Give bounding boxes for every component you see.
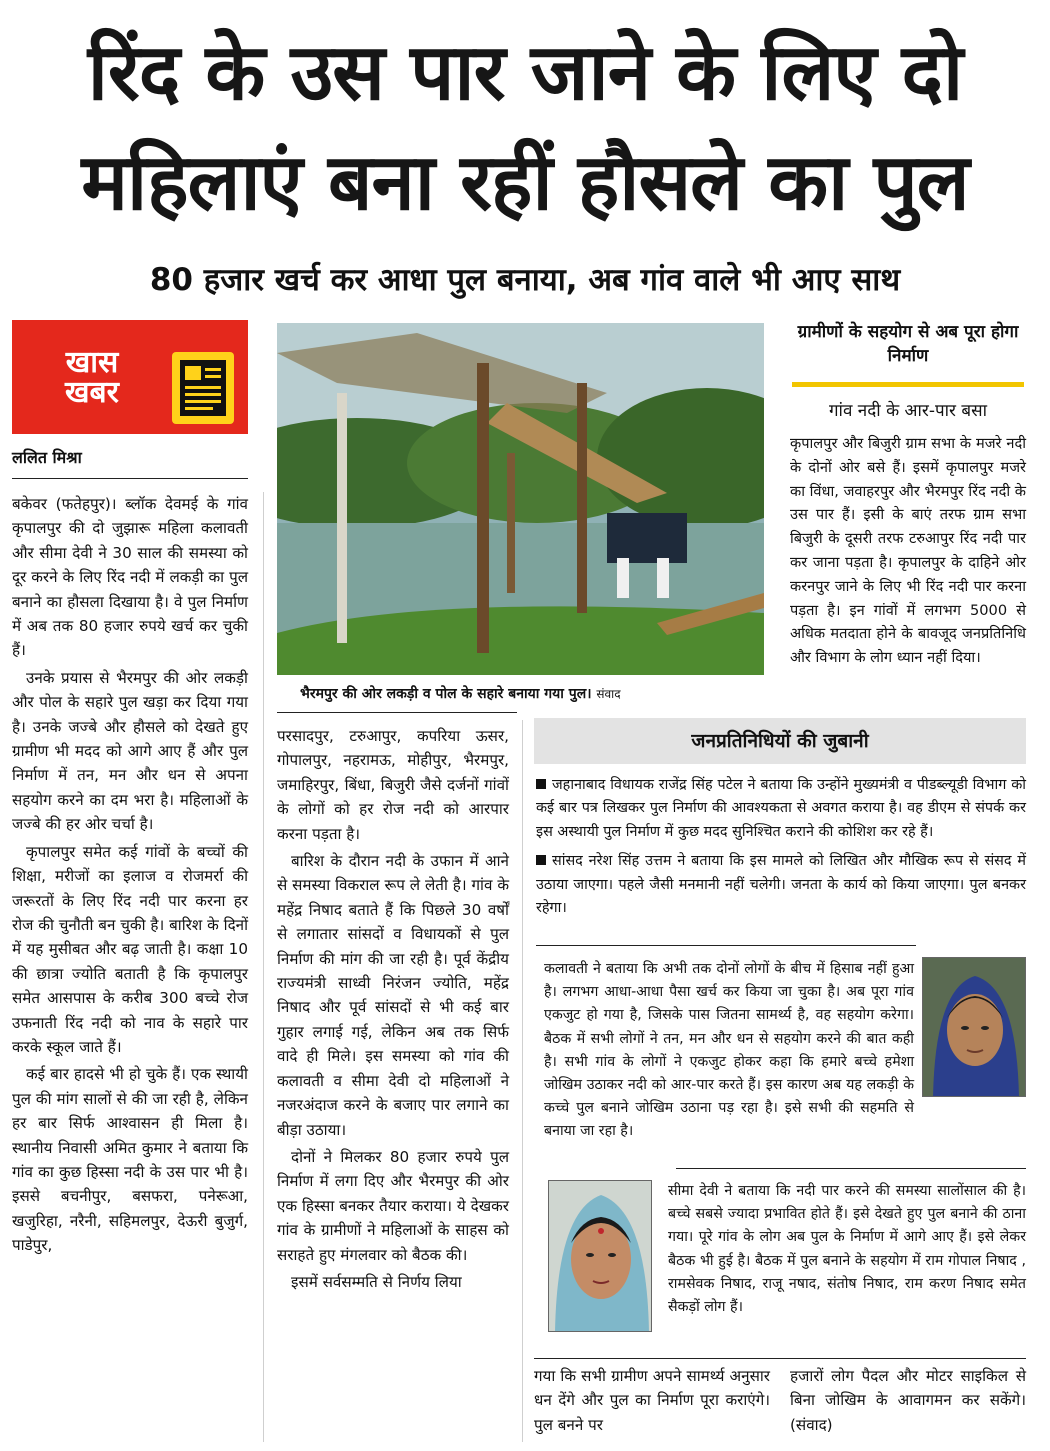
bullet-icon	[536, 855, 546, 865]
column-separator	[522, 720, 523, 1442]
caption-divider	[277, 712, 517, 713]
column-separator	[263, 492, 264, 1442]
article-column-4: हजारों लोग पैदल और मोटर साइकिल से बिना जोखिम के आवागमन कर सकेंगे। (संवाद)	[790, 1367, 1026, 1434]
newspaper-icon-inner	[180, 360, 226, 416]
subheadline: 80 हजार खर्च कर आधा पुल बनाया, अब गांव वाले भी आए साथ	[149, 262, 901, 298]
paragraph: परसादपुर, टरुआपुर, कपरिया ऊसर, गोपालपुर, नहरामऊ, मोहीपुर, भैरमपुर, जमाहिरपुर, बिंधा, बिजुरी जैसे दर्जनों गांवों के लोगों को हर रोज नदी को आरपार करना पड़ता है।	[277, 727, 509, 843]
sidebar-accent-rule	[792, 382, 1024, 387]
badge-label	[32, 345, 152, 410]
caption-text: भैरमपुर की ओर लकड़ी व पोल के सहारे बनाया गया पुल।	[300, 686, 592, 702]
list-item-text: सांसद नरेश सिंह उत्तम ने बताया कि इस मामले को लिखित और मौखिक रूप से संसद में उठाया जाएगा। पहले जैसी मनमानी नहीं चलेगी। जनता के कार्य को किया जाएगा। पुल बनकर रहेगा।	[536, 853, 1026, 917]
kalawati-portrait	[922, 957, 1026, 1097]
bridge-photo	[277, 323, 764, 675]
article-column-1	[12, 492, 248, 1261]
headline-line-2: महिलाएं बना रहीं हौसले का पुल	[81, 138, 969, 228]
paragraph: बकेवर (फतेहपुर)। ब्लॉक देवमई के गांव कृपालपुर की दो जुझारू महिला कलावती और सीमा देवी ने 30 साल की समस्या को दूर करने के लिए रिंद नदी में लकड़ी का पुल बनाने का हौसला दिखाया है। वे पुल निर्माण में अब तक 80 हजार रुपये खर्च कर चुकी हैं।	[12, 495, 248, 660]
headline-line-1: रिंद के उस पार जाने के लिए दो	[87, 28, 963, 118]
section-divider	[536, 945, 916, 946]
byline: ललित मिश्रा	[12, 448, 82, 467]
paragraph: दोनों ने मिलकर 80 हजार रुपये पुल निर्माण में लगा दिए और भैरमपुर की ओर एक हिस्सा बनकर तैयार कराया। ये देखकर गांव के ग्रामीणों ने महिलाओं के साहस को सराहते हुए मंगलवार को बैठक की।	[277, 1147, 509, 1264]
photo-caption	[300, 684, 621, 703]
representatives-list	[536, 774, 1026, 923]
section-divider	[676, 1168, 1026, 1169]
sidebar-text: कृपालपुर और बिजुरी ग्राम सभा के मजरे नदी के दोनों ओर बसे हैं। इसमें कृपालपुर मजरे का विंधा, जवाहरपुर और भैरमपुर रिंद नदी के उस पार हैं। इसी के बाएं तरफ ग्राम सभा बिजुरी के दूसरी तरफ टरुआपुर रिंद नदी पार कर जाना पड़ता है। कृपालपुर के दाहिने ओर करनपुर जाने के लिए भी रिंद नदी पार करना पड़ता है। इन गांवों में लगभग 5000 से अधिक मतदाता होने के बावजूद जनप्रतिनिधि और विभाग के लोग ध्यान नहीं दिया।	[790, 435, 1026, 667]
kalawati-quote: कलावती ने बताया कि अभी तक दोनों लोगों के बीच में हिसाब नहीं हुआ है। लगभग आधा-आधा पैसा खर्च कर किया जा चुका है। अब पूरा गांव एकजुट हो गया है, जिसके पास जितना सामर्थ्य है, वह सहयोग करेगा। बैठक में सभी लोगों ने तन, मन और धन से सहयोग करने की बात कही है। सभी गांव के लोगों ने एकजुट होकर कहा कि हमारे बच्चे हमेशा जोखिम उठाकर नदी को आर-पार करते हैं। इस कारण अब यह लकड़ी के कच्चे पुल बनाने जोखिम उठाना पड़ रहा है। इसे सभी की सहमति से बनाया जा रहा है।	[544, 961, 914, 1140]
section-divider	[534, 1358, 1026, 1359]
badge-line-2: खबर	[65, 375, 119, 410]
paragraph: बारिश के दौरान नदी के उफान में आने से समस्या विकराल रूप ले लेती है। गांव के महेंद्र निषाद बताते हैं कि पिछले 30 वर्षों से लगातार सांसदों व विधायकों से पुल निर्माण की मांग की जा रही है। पूर्व केंद्रीय राज्यमंत्री साध्वी निरंजन ज्योति, महेंद्र निषाद और पूर्व सांसदों से भी कई बार गुहार लगाई गई, लेकिन अब तक सिर्फ वादे ही मिले। इस समस्या को गांव की कलावती व सीमा देवी दो महिलाओं ने नजरअंदाज करने के बजाए पार लगाने का बीड़ा उठाया।	[277, 852, 509, 1139]
paragraph: इसमें सर्वसम्मति से निर्णय लिया	[291, 1272, 462, 1291]
seema-portrait	[548, 1180, 652, 1332]
caption-credit: संवाद	[596, 687, 621, 701]
sidebar-heading: ग्रामीणों के सहयोग से अब पूरा होगा निर्माण	[797, 322, 1019, 366]
paragraph: कई बार हादसे भी हो चुके हैं। एक स्थायी पुल की मांग सालों से की जा रही है, लेकिन हर बार सिर्फ आश्वासन ही मिला है। स्थानीय निवासी अमित कुमार ने बताया कि गांव का कुछ हिस्सा नदी के उस पार भी है। इससे बचनीपुर, बसफरा, पनेरूआ, खजुरिहा, नरैनी, सहिमलपुर, देऊरी बुजुर्ग, पाडेपुर,	[12, 1065, 248, 1255]
badge-line-1: खास	[65, 345, 119, 380]
byline-divider	[12, 478, 248, 479]
list-item	[536, 774, 1026, 844]
paragraph: उनके प्रयास से भैरमपुर की ओर लकड़ी और पोल के सहारे पुल खड़ा कर दिया गया है। उनके जज्बे और हौसले को देखते हुए ग्रामीण भी मदद को आगे आए हैं और पुल निर्माण में तन, मन और धन से अपना सहयोग करने का दम भरा है। महिलाओं के जज्बे की हर ओर चर्चा है।	[12, 668, 248, 834]
paragraph: कृपालपुर समेत कई गांवों के बच्चों की शिक्षा, मरीजों का इलाज व रोजमर्रा की जरूरतों के लिए रिंद नदी पार करना हर रोज की चुनौती बन चुकी है। बारिश के दिनों में यह मुसीबत और बढ़ जाती है। कक्षा 10 की छात्रा ज्योति बताती है कि कृपालपुर समेत आसपास के करीब 300 बच्चे रोज उफनाती रिंद नदी को नाव के सहारे पार करके स्कूल जाते हैं।	[12, 842, 248, 1056]
list-item	[536, 850, 1026, 920]
list-item-text: जहानाबाद विधायक राजेंद्र सिंह पटेल ने बताया कि उन्होंने मुख्यमंत्री व पीडब्ल्यूडी विभाग को कई बार पत्र लिखकर पुल निर्माण की आवश्यकता से अवगत कराया है। वह डीएम से संपर्क कर इस अस्थायी पुल निर्माण में कुछ मदद सुनिश्चित कराने की कोशिश कर रहे हैं।	[536, 777, 1026, 840]
representatives-title: जनप्रतिनिधियों की जुबानी	[534, 718, 1026, 764]
article-column-2	[277, 724, 509, 1297]
article-column-3: गया कि सभी ग्रामीण अपने सामर्थ्य अनुसार धन देंगे और पुल का निर्माण पूरा कराएंगे। पुल बनने पर	[534, 1367, 770, 1434]
sidebar-subheading: गांव नदी के आर-पार बसा	[828, 401, 988, 421]
seema-quote: सीमा देवी ने बताया कि नदी पार करने की समस्या सालोंसाल की है। बच्चे सबसे ज्यादा प्रभावित होते हैं। इसे देखते हुए पुल बनाने की ठाना गया। पूरे गांव के लोग अब पुल के निर्माण में आगे आए हैं। इसे लेकर बैठक भी हुई है। बैठक में पुल बनाने के सहयोग में राम गोपाल निषाद , रामसेवक निषाद, राजू नषाद, संतोष निषाद, राम करण निषाद समेत सैकड़ों लोग हैं।	[668, 1183, 1026, 1316]
bullet-icon	[536, 779, 546, 789]
